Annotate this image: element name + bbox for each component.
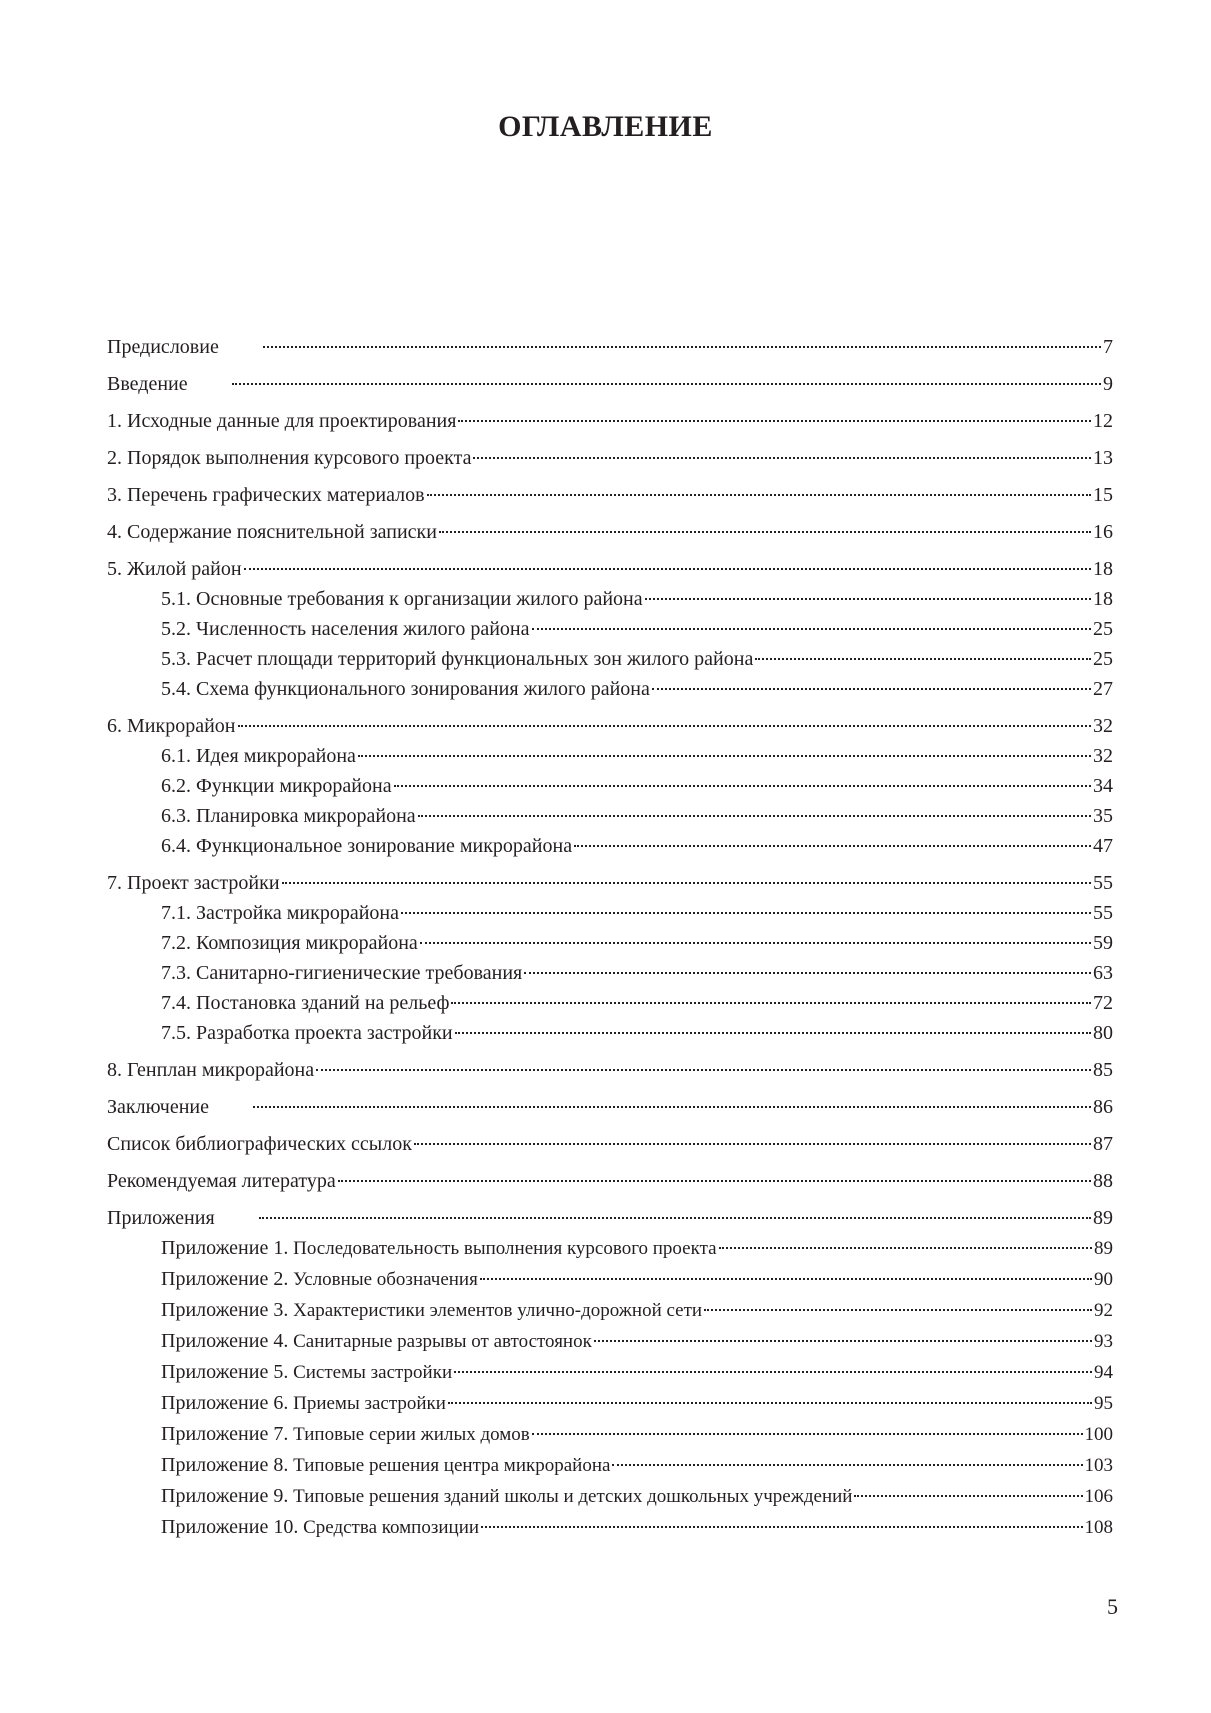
toc-entry-title: Характеристики элементов улично-дорожной сети	[293, 1300, 703, 1321]
toc-dot-leader	[448, 1402, 1092, 1404]
toc-entry-label: 6.1. Идея микрорайона	[161, 745, 356, 767]
toc-entry-page: 32	[1093, 715, 1113, 737]
toc-entry	[107, 870, 1113, 896]
toc-entry-label: 4. Содержание пояснительной записки	[107, 521, 437, 543]
toc-entry-page: 55	[1093, 902, 1113, 924]
toc-dot-leader	[612, 1464, 1082, 1466]
toc-dot-leader	[524, 972, 1091, 974]
toc-entry-label: 3. Перечень графических материалов	[107, 484, 425, 506]
toc-entry-label: 5. Жилой район	[107, 558, 242, 580]
toc-entry-page: 92	[1094, 1300, 1113, 1321]
toc-entry-title: Последовательность выполнения курсового проекта	[293, 1238, 717, 1259]
toc-dot-leader	[338, 1180, 1091, 1182]
toc-entry-page: 18	[1093, 588, 1113, 610]
toc-entry-page: 55	[1093, 872, 1113, 894]
toc-entry	[107, 713, 1113, 739]
toc-entry-label	[161, 1390, 446, 1417]
toc-entry-title: Типовые решения зданий школы и детских дошкольных учреждений	[293, 1486, 853, 1507]
toc-entry-page: 103	[1084, 1455, 1113, 1476]
toc-entry-label: 7.5. Разработка проекта застройки	[161, 1022, 453, 1044]
toc-dot-leader	[481, 1526, 1082, 1528]
toc-subentry	[107, 930, 1113, 956]
toc-entry	[107, 1168, 1113, 1194]
toc-dot-leader	[594, 1340, 1092, 1342]
toc-entry-page: 9	[1103, 373, 1113, 395]
toc-subentry	[107, 676, 1113, 702]
toc-subentry	[107, 803, 1113, 829]
toc-entry-title: Приемы застройки	[293, 1393, 446, 1414]
toc-entry-page: 12	[1093, 410, 1113, 432]
toc-dot-leader	[451, 1002, 1091, 1004]
toc-entry-label	[161, 1266, 478, 1293]
toc-subentry	[107, 1328, 1113, 1355]
toc-entry-label: 7.3. Санитарно-гигиенические требования	[161, 962, 523, 984]
toc-subentry	[107, 900, 1113, 926]
toc-entry-label	[161, 1235, 717, 1262]
toc-entry-label: 5.1. Основные требования к организации жилого района	[161, 588, 643, 610]
toc-entry-prefix: Приложение 8.	[161, 1454, 289, 1476]
toc-dot-leader	[719, 1247, 1092, 1249]
toc-entry-label	[161, 1359, 452, 1386]
toc-entry-label: 6.4. Функциональное зонирование микрорайона	[161, 835, 573, 857]
toc-entry-label: Заключение	[107, 1096, 209, 1118]
toc-entry-label: 5.3. Расчет площади территорий функциональных зон жилого района	[161, 648, 754, 670]
toc-entry-label	[161, 1514, 479, 1541]
toc-subentry	[107, 1452, 1113, 1479]
toc-entry-prefix: Приложение 3.	[161, 1299, 289, 1321]
toc-entry	[107, 1094, 1113, 1120]
toc-dot-leader	[316, 1069, 1091, 1071]
toc-entry-page: 108	[1084, 1517, 1113, 1538]
toc-entry-page: 25	[1093, 648, 1113, 670]
page-number: 5	[1107, 1594, 1118, 1619]
toc-entry	[107, 519, 1113, 545]
toc-entry-page: 106	[1084, 1486, 1113, 1507]
toc-entry-prefix: Приложение 4.	[161, 1330, 289, 1352]
toc-entry	[107, 371, 1113, 397]
toc-entry-title: Типовые серии жилых домов	[293, 1424, 530, 1445]
toc-entry-prefix: Приложение 7.	[161, 1423, 289, 1445]
toc-subentry	[107, 616, 1113, 642]
toc-entry-label: Введение	[107, 373, 188, 395]
toc-subentry	[107, 1421, 1113, 1448]
toc-subentry	[107, 1514, 1113, 1541]
toc-entry-label: 8. Генплан микрорайона	[107, 1059, 315, 1081]
toc-dot-leader	[358, 755, 1091, 757]
toc-dot-leader	[253, 1106, 1091, 1108]
toc-dot-leader	[282, 882, 1091, 884]
toc-dot-leader	[645, 598, 1091, 600]
toc-subentry	[107, 1483, 1113, 1510]
toc-entry-label	[161, 1297, 702, 1324]
toc-entry-prefix: Приложение 9.	[161, 1485, 289, 1507]
toc-entry-page: 32	[1093, 745, 1113, 767]
toc-entry-label: Приложения	[107, 1207, 215, 1229]
toc-entry-page: 87	[1093, 1133, 1113, 1155]
toc-entry-label: 2. Порядок выполнения курсового проекта	[107, 447, 472, 469]
toc-entry-page: 95	[1094, 1393, 1113, 1414]
toc-entry-page: 13	[1093, 447, 1113, 469]
toc-entry-label: 7. Проект застройки	[107, 872, 280, 894]
toc-subentry	[107, 1266, 1113, 1293]
toc-subentry	[107, 773, 1113, 799]
toc-subentry	[107, 1020, 1113, 1046]
toc-entry-page: 90	[1094, 1269, 1113, 1290]
toc-entry-label: 1. Исходные данные для проектирования	[107, 410, 457, 432]
toc-entry-page: 59	[1093, 932, 1113, 954]
toc-entry-label: 6.3. Планировка микрорайона	[161, 805, 416, 827]
toc-subentry	[107, 1359, 1113, 1386]
toc-entry-title: Типовые решения центра микрорайона	[293, 1455, 611, 1476]
toc-dot-leader	[439, 531, 1091, 533]
toc-entry-page: 25	[1093, 618, 1113, 640]
toc-dot-leader	[652, 688, 1091, 690]
toc-entry	[107, 1205, 1113, 1231]
toc-entry-title: Системы застройки	[293, 1362, 453, 1383]
toc-entry-page: 80	[1093, 1022, 1113, 1044]
toc-dot-leader	[574, 845, 1091, 847]
toc-entry-prefix: Приложение 5.	[161, 1361, 289, 1383]
toc-subentry	[107, 1297, 1113, 1324]
toc-subentry	[107, 586, 1113, 612]
toc-entry	[107, 482, 1113, 508]
toc-entry-page: 34	[1093, 775, 1113, 797]
toc-dot-leader	[244, 568, 1091, 570]
table-of-contents	[107, 334, 1113, 1541]
toc-dot-leader	[418, 815, 1091, 817]
toc-dot-leader	[394, 785, 1091, 787]
toc-dot-leader	[532, 1433, 1083, 1435]
toc-subentry	[107, 990, 1113, 1016]
toc-dot-leader	[454, 1371, 1092, 1373]
toc-entry-label: Список библиографических ссылок	[107, 1133, 412, 1155]
toc-entry	[107, 1057, 1113, 1083]
toc-entry-page: 86	[1093, 1096, 1113, 1118]
toc-dot-leader	[263, 346, 1101, 348]
toc-subentry	[107, 1235, 1113, 1262]
toc-entry-label: 7.1. Застройка микрорайона	[161, 902, 399, 924]
toc-entry-page: 72	[1093, 992, 1113, 1014]
toc-entry	[107, 445, 1113, 471]
toc-dot-leader	[401, 912, 1091, 914]
toc-dot-leader	[480, 1278, 1092, 1280]
toc-entry-page: 89	[1094, 1238, 1113, 1259]
toc-subentry	[107, 833, 1113, 859]
toc-entry-page: 93	[1094, 1331, 1113, 1352]
toc-entry-prefix: Приложение 6.	[161, 1392, 289, 1414]
page-title: ОГЛАВЛЕНИЕ	[498, 110, 713, 143]
toc-dot-leader	[532, 628, 1092, 630]
toc-entry-page: 94	[1094, 1362, 1113, 1383]
toc-entry-page: 85	[1093, 1059, 1113, 1081]
toc-entry-label	[161, 1452, 610, 1479]
toc-dot-leader	[414, 1143, 1091, 1145]
toc-entry-label: 5.4. Схема функционального зонирования жилого района	[161, 678, 650, 700]
toc-dot-leader	[854, 1495, 1082, 1497]
toc-entry-page: 35	[1093, 805, 1113, 827]
toc-entry-page: 100	[1084, 1424, 1113, 1445]
toc-subentry	[107, 743, 1113, 769]
toc-entry-label: 5.2. Численность населения жилого района	[161, 618, 530, 640]
toc-dot-leader	[473, 457, 1091, 459]
toc-entry-page: 15	[1093, 484, 1113, 506]
toc-entry-page: 7	[1103, 336, 1113, 358]
toc-entry-page: 89	[1093, 1207, 1113, 1229]
toc-subentry	[107, 1390, 1113, 1417]
toc-entry	[107, 1131, 1113, 1157]
toc-entry-prefix: Приложение 10.	[161, 1516, 299, 1538]
toc-dot-leader	[755, 658, 1091, 660]
toc-entry-label	[161, 1421, 530, 1448]
toc-entry-page: 27	[1093, 678, 1113, 700]
toc-entry-label	[161, 1483, 852, 1510]
toc-dot-leader	[232, 383, 1101, 385]
toc-entry-title: Санитарные разрывы от автостоянок	[293, 1331, 592, 1352]
toc-entry-label: 6. Микрорайон	[107, 715, 236, 737]
toc-entry-label	[161, 1328, 592, 1355]
toc-dot-leader	[458, 420, 1091, 422]
toc-entry-page: 16	[1093, 521, 1113, 543]
toc-entry	[107, 334, 1113, 360]
toc-dot-leader	[420, 942, 1091, 944]
toc-entry-page: 63	[1093, 962, 1113, 984]
toc-entry-label: 6.2. Функции микрорайона	[161, 775, 392, 797]
toc-dot-leader	[704, 1309, 1092, 1311]
toc-dot-leader	[427, 494, 1091, 496]
toc-entry-page: 47	[1093, 835, 1113, 857]
toc-entry-prefix: Приложение 2.	[161, 1268, 289, 1290]
toc-entry-page: 88	[1093, 1170, 1113, 1192]
toc-entry-label: Предисловие	[107, 336, 219, 358]
toc-subentry	[107, 960, 1113, 986]
toc-dot-leader	[259, 1217, 1091, 1219]
toc-entry-label: 7.4. Постановка зданий на рельеф	[161, 992, 450, 1014]
toc-entry-label: 7.2. Композиция микрорайона	[161, 932, 418, 954]
toc-dot-leader	[238, 725, 1092, 727]
toc-entry-page: 18	[1093, 558, 1113, 580]
toc-entry-title: Условные обозначения	[293, 1269, 478, 1290]
toc-entry	[107, 408, 1113, 434]
toc-entry	[107, 556, 1113, 582]
toc-subentry	[107, 646, 1113, 672]
toc-entry-label: Рекомендуемая литература	[107, 1170, 336, 1192]
toc-entry-prefix: Приложение 1.	[161, 1237, 289, 1259]
toc-dot-leader	[455, 1032, 1091, 1034]
toc-entry-title: Средства композиции	[303, 1517, 480, 1538]
